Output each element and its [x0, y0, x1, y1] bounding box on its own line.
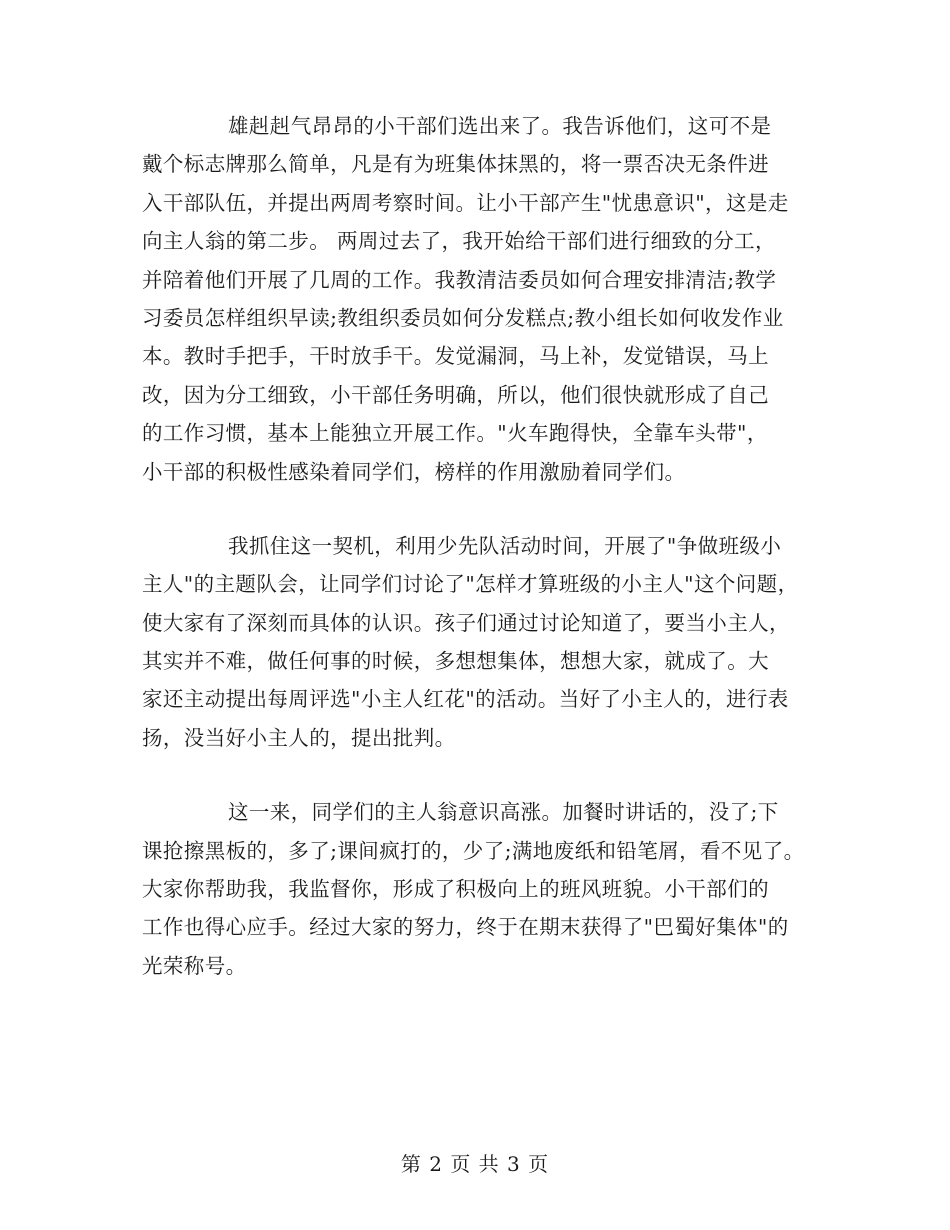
- paragraph-1: [142, 107, 822, 491]
- text-line: 家还主动提出每周评选"小主人红花"的活动。当好了小主人的，进行表: [142, 687, 789, 712]
- paragraph-gap: [142, 757, 822, 793]
- text-line: 入干部队伍，并提出两周考察时间。让小干部产生"忧患意识"，这是走: [142, 190, 789, 215]
- text-line: 大家你帮助我，我监督你，形成了积极向上的班风班貌。小干部们的: [142, 877, 769, 902]
- text-line: 工作也得心应手。经过大家的努力，终于在期末获得了"巴蜀好集体"的: [142, 915, 789, 940]
- text-line: 小干部的积极性感染着同学们，榜样的作用激励着同学们。: [142, 459, 686, 484]
- text-line: 这一来，同学们的主人翁意识高涨。加餐时讲话的，没了;下: [228, 800, 779, 825]
- text-line: 主人"的主题队会，让同学们讨论了"怎样才算班级的小主人"这个问题，: [142, 572, 799, 597]
- text-line: 其实并不难，做任何事的时候，多想想集体，想想大家，就成了。大: [142, 649, 769, 674]
- text-line: 课抢擦黑板的，多了;课间疯打的，少了;满地废纸和铅笔屑，看不见了。: [142, 838, 805, 863]
- text-line: 向主人翁的第二步。 两周过去了，我开始给干部们进行细致的分工，: [142, 229, 776, 254]
- paragraph-2: [142, 527, 822, 757]
- text-line: 戴个标志牌那么简单，凡是有为班集体抹黑的，将一票否决无条件进: [142, 152, 769, 177]
- text-line: 扬，没当好小主人的，提出批判。: [142, 725, 456, 750]
- text-line: 我抓住这一契机，利用少先队活动时间，开展了"争做班级小: [228, 533, 782, 558]
- document-body: [142, 107, 822, 985]
- paragraph-3: [142, 793, 822, 985]
- paragraph-gap: [142, 491, 822, 527]
- text-line: 改，因为分工细致，小干部任务明确，所以，他们很快就形成了自己: [142, 382, 769, 407]
- text-line: 雄赳赳气昂昂的小干部们选出来了。我告诉他们，这可不是: [228, 114, 772, 138]
- page-number-footer: 第 2 页 共 3 页: [400, 1152, 550, 1176]
- text-line: 习委员怎样组织早读;教组织委员如何分发糕点;教小组长如何收发作业: [142, 305, 784, 330]
- text-line: 并陪着他们开展了几周的工作。我教清洁委员如何合理安排清洁;教学: [142, 267, 777, 292]
- text-line: 的工作习惯，基本上能独立开展工作。"火车跑得快，全靠车头带"，: [142, 421, 768, 446]
- text-line: 本。教时手把手，干时放手干。发觉漏洞，马上补，发觉错误，马上: [142, 344, 769, 369]
- text-line: 光荣称号。: [142, 953, 247, 978]
- text-line: 使大家有了深刻而具体的认识。孩子们通过讨论知道了，要当小主人，: [142, 610, 790, 635]
